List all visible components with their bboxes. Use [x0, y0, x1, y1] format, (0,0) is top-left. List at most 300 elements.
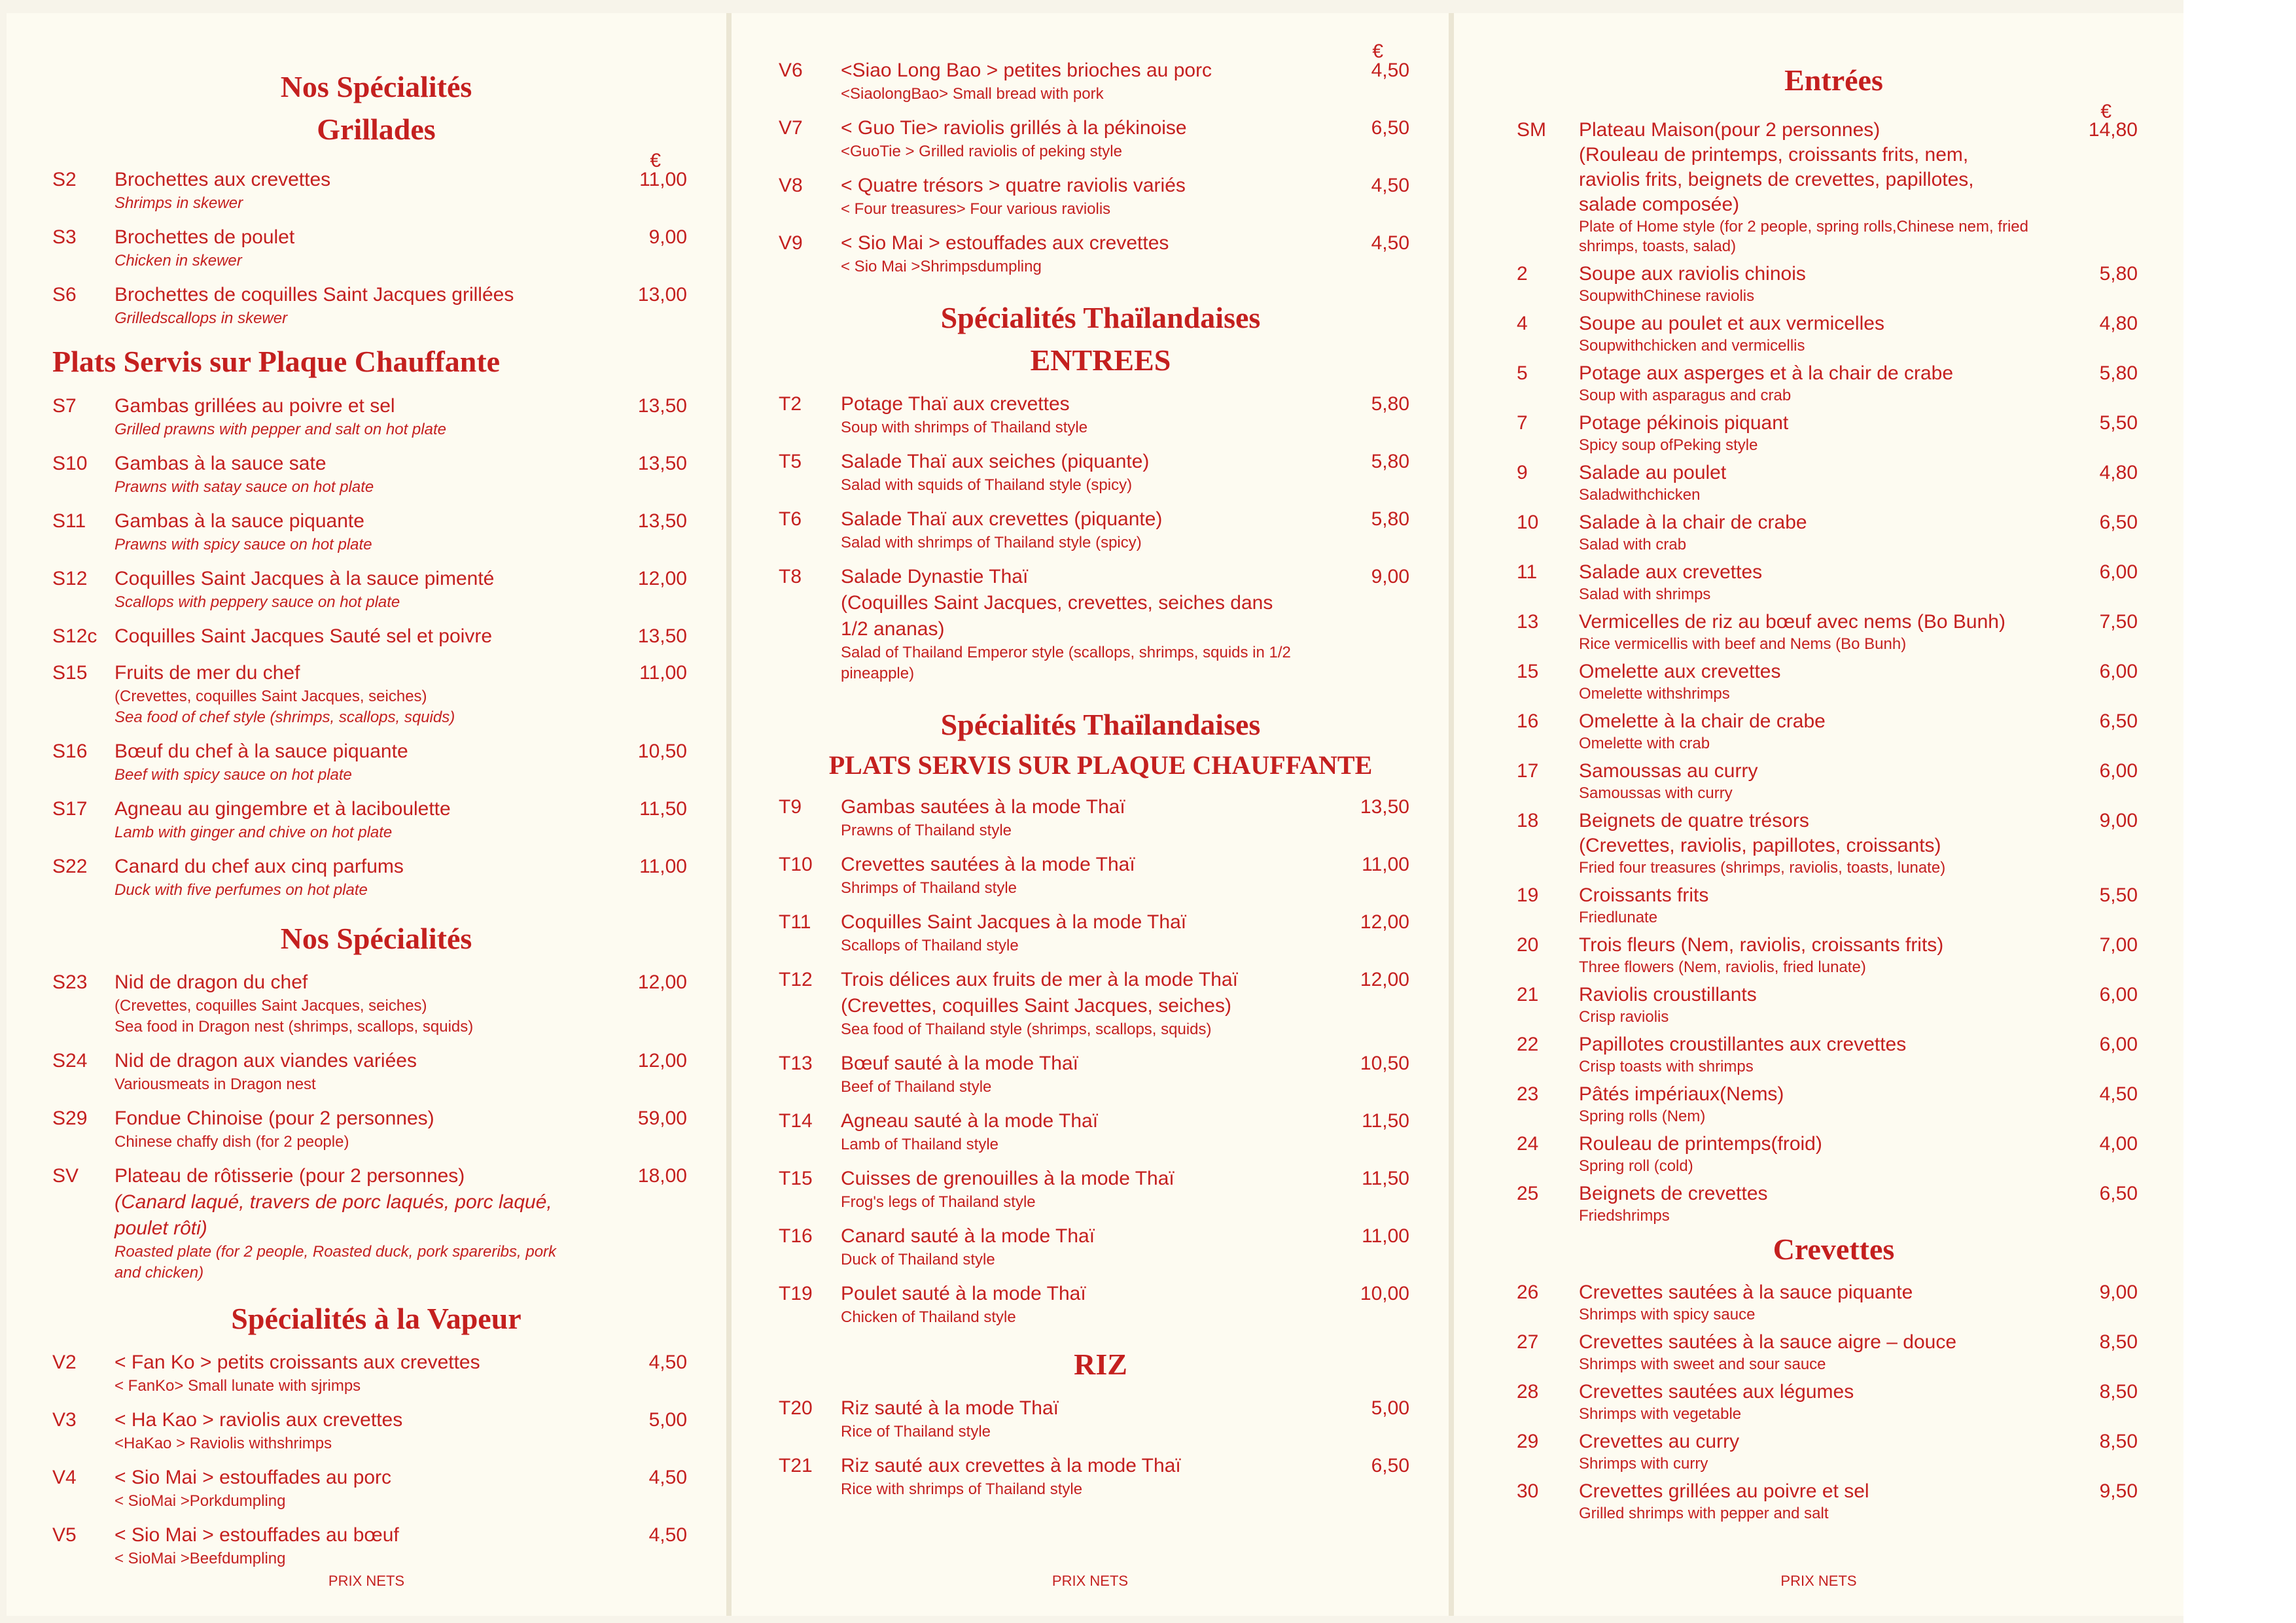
- prix-nets-footer: PRIX NETS: [1780, 1573, 1857, 1589]
- item-code: S15: [52, 661, 88, 684]
- item-translation: Salad with squids of Thailand style (spicy): [841, 476, 1133, 495]
- item-name: Beignets de quatre trésors: [1579, 810, 1809, 832]
- item-translation: Spring roll (cold): [1579, 1157, 1693, 1176]
- item-body: [841, 173, 1305, 220]
- item-code: T8: [779, 566, 802, 588]
- item-body: [1579, 809, 2033, 878]
- item-translation: Rice vermicellis with beef and Nems (Bo Bunh): [1579, 635, 1907, 654]
- item-body: [115, 739, 582, 786]
- item-translation: Rice of Thailand style: [841, 1422, 991, 1440]
- item-price: 5,80: [2099, 362, 2138, 385]
- item-name: Nid de dragon aux viandes variées: [115, 1049, 417, 1072]
- item-name: Salade aux crevettes: [1579, 561, 1763, 584]
- menu-item: [52, 1048, 700, 1095]
- item-name: Rouleau de printemps(froid): [1579, 1133, 1822, 1155]
- menu-item: [52, 393, 700, 440]
- menu-item: [779, 564, 1422, 684]
- item-name: Canard sauté à la mode Thaï: [841, 1225, 1095, 1247]
- item-code: 5: [1517, 362, 1528, 385]
- item-code: V6: [779, 60, 803, 81]
- item-price: 5,80: [1371, 508, 1409, 531]
- menu-item: [1517, 118, 2151, 256]
- item-name: < Sio Mai > estouffades au porc: [115, 1466, 392, 1488]
- menu-section: [52, 1300, 700, 1569]
- menu-item: [1517, 361, 2151, 406]
- item-name: Gambas à la sauce sate: [115, 452, 327, 474]
- item-translation: <HaKao > Raviolis withshrimps: [115, 1434, 332, 1452]
- item-translation: Salad with crab: [1579, 536, 1687, 554]
- item-translation: Duck with five perfumes on hot plate: [115, 881, 368, 899]
- item-translation: Grilledscallops in skewer: [115, 309, 288, 328]
- item-body: [115, 224, 582, 271]
- item-price: 5,80: [1371, 393, 1409, 415]
- item-code: T13: [779, 1052, 813, 1074]
- item-translation: < Four treasures> Four various raviolis: [841, 200, 1111, 218]
- menu-item: [1517, 1082, 2151, 1126]
- item-price: 5,80: [1371, 451, 1409, 473]
- menu-item: [52, 508, 700, 555]
- item-code: 24: [1517, 1133, 1539, 1155]
- item-code: 28: [1517, 1381, 1539, 1403]
- item-price: 13,50: [637, 452, 687, 474]
- item-price: 5,80: [2099, 263, 2138, 285]
- item-body: [841, 909, 1305, 956]
- item-translation: Chinese chaffy dish (for 2 people): [115, 1132, 349, 1151]
- menu-item: [1517, 262, 2151, 306]
- item-code: 30: [1517, 1480, 1539, 1503]
- item-name: Bœuf du chef à la sauce piquante: [115, 740, 408, 762]
- item-code: S12: [52, 567, 88, 589]
- menu-item: [1517, 933, 2151, 977]
- item-translation: Soup with asparagus and crab: [1579, 387, 1792, 405]
- menu-section: [779, 1346, 1422, 1500]
- menu-item: [1517, 311, 2151, 356]
- item-body: [841, 564, 1305, 684]
- item-body: [1579, 118, 2033, 256]
- item-code: S29: [52, 1107, 88, 1129]
- item-code: T2: [779, 393, 802, 415]
- item-body: [1579, 709, 2033, 754]
- item-body: [115, 1163, 582, 1283]
- item-translation: < SioMai >Beefdumpling: [115, 1549, 286, 1567]
- item-price: 6,00: [2099, 1034, 2138, 1056]
- menu-section: [52, 920, 700, 1283]
- item-price: 12,00: [637, 1049, 687, 1072]
- item-body: [841, 1108, 1305, 1155]
- item-code: 2: [1517, 263, 1528, 285]
- item-translation: Saladwithchicken: [1579, 486, 1701, 504]
- item-name: Crevettes sautées à la sauce aigre – douce: [1579, 1331, 1957, 1353]
- item-price: 13,50: [1360, 795, 1409, 818]
- item-ingredients: (Crevettes, coquilles Saint Jacques, seiches): [115, 996, 427, 1015]
- item-code: S7: [52, 394, 77, 417]
- menu-item: [779, 1453, 1422, 1500]
- item-body: [841, 1051, 1305, 1098]
- menu-item: [52, 282, 700, 329]
- menu-item: [1517, 883, 2151, 928]
- menu-item: [779, 1166, 1422, 1213]
- section-title: PLATS SERVIS SUR PLAQUE CHAUFFANTE: [828, 750, 1373, 780]
- menu-item: [779, 794, 1422, 841]
- menu-item: [779, 1051, 1422, 1098]
- item-name: Bœuf sauté à la mode Thaï: [841, 1052, 1078, 1074]
- item-translation: <SiaolongBao> Small bread with pork: [841, 85, 1104, 103]
- item-name: Gambas grillées au poivre et sel: [115, 394, 395, 417]
- item-code: 4: [1517, 313, 1528, 335]
- item-code: 25: [1517, 1183, 1539, 1205]
- menu-item: [779, 391, 1422, 438]
- menu-item: [52, 969, 700, 1038]
- menu-item: [1517, 709, 2151, 754]
- item-translation: Prawns with satay sauce on hot plate: [115, 478, 374, 496]
- item-price: 13,50: [637, 625, 687, 647]
- item-translation: Shrimps of Thailand style: [841, 879, 1017, 897]
- item-body: [1579, 983, 2033, 1027]
- section-title: Spécialités Thaïlandaises: [940, 301, 1261, 334]
- item-name: Agneau au gingembre et à laciboulette: [115, 797, 451, 820]
- item-price: 4,50: [1371, 232, 1409, 254]
- item-name: Samoussas au curry: [1579, 760, 1758, 782]
- item-code: 16: [1517, 710, 1539, 733]
- item-code: T6: [779, 508, 802, 531]
- item-translation: Lamb of Thailand style: [841, 1135, 999, 1153]
- item-name: Vermicelles de riz au bœuf avec nems (Bo Bunh): [1579, 611, 2005, 633]
- item-price: 4,80: [2099, 462, 2138, 484]
- item-translation: Shrimps with spicy sauce: [1579, 1306, 1756, 1324]
- item-body: [1579, 659, 2033, 704]
- item-body: [1579, 361, 2033, 406]
- item-code: T10: [779, 853, 813, 875]
- left-menu-panel: [7, 13, 726, 1616]
- item-translation: < Sio Mai >Shrimpsdumpling: [841, 258, 1042, 275]
- item-translation: Rice with shrimps of Thailand style: [841, 1480, 1083, 1498]
- item-body: [841, 1281, 1305, 1328]
- item-code: S22: [52, 855, 88, 877]
- item-code: T12: [779, 968, 813, 990]
- item-code: 29: [1517, 1431, 1539, 1453]
- item-ingredients: (Crevettes, coquilles Saint Jacques, seiches): [115, 687, 427, 705]
- item-price: 11,00: [639, 661, 687, 684]
- item-translation: Shrimps with sweet and sour sauce: [1579, 1355, 1826, 1374]
- item-translation: Crisp raviolis: [1579, 1008, 1669, 1026]
- item-body: [1579, 1132, 2033, 1176]
- item-translation: Shrimps in skewer: [115, 194, 243, 213]
- item-translation: Sea food of Thailand style (shrimps, scallops, squids): [841, 1020, 1212, 1038]
- item-price: 4,00: [2099, 1133, 2138, 1155]
- section-title: Nos Spécialités: [280, 70, 472, 103]
- menu-item: [779, 967, 1422, 1040]
- menu-item: [1517, 1429, 2151, 1474]
- item-code: 26: [1517, 1282, 1539, 1304]
- item-price: 10,00: [1360, 1282, 1409, 1304]
- menu-item: [52, 854, 700, 901]
- section-title: Spécialités Thaïlandaises: [940, 708, 1261, 742]
- item-ingredients: (Rouleau de printemps, croissants frits, nem, raviolis frits, beignets de crevettes, papillotes, salade composée): [1579, 144, 1974, 216]
- item-translation: Lamb with ginger and chive on hot plate: [115, 823, 393, 841]
- menu-item: [52, 566, 700, 613]
- prix-nets-footer: PRIX NETS: [328, 1573, 405, 1589]
- item-price: 13,00: [637, 284, 687, 306]
- item-ingredients: (Coquilles Saint Jacques, crevettes, seiches dans 1/2 ananas): [841, 592, 1273, 640]
- item-code: 17: [1517, 760, 1539, 782]
- menu-column: [779, 13, 1422, 1500]
- section-title: Crevettes: [1773, 1232, 1895, 1266]
- menu-item: [52, 1106, 700, 1153]
- item-code: 7: [1517, 412, 1528, 434]
- item-ingredients: (Crevettes, coquilles Saint Jacques, seiches): [841, 994, 1231, 1017]
- item-name: Crevettes sautées à la sauce piquante: [1579, 1282, 1913, 1304]
- item-translation: Shrimps with curry: [1579, 1455, 1708, 1473]
- item-name: Cuisses de grenouilles à la mode Thaï: [841, 1167, 1174, 1189]
- item-body: [1579, 883, 2033, 928]
- menu-section: [779, 300, 1422, 684]
- menu-item: [52, 451, 700, 498]
- item-code: 23: [1517, 1083, 1539, 1106]
- item-body: [841, 794, 1305, 841]
- item-price: 4,50: [648, 1351, 687, 1373]
- item-name: Poulet sauté à la mode Thaï: [841, 1282, 1086, 1304]
- item-body: [841, 449, 1305, 496]
- item-translation: Beef with spicy sauce on hot plate: [115, 765, 352, 784]
- item-code: V3: [52, 1408, 77, 1431]
- item-name: Brochettes de poulet: [115, 226, 295, 249]
- item-price: 5,00: [1371, 1397, 1409, 1419]
- item-translation: Sea food of chef style (shrimps, scallops, squids): [115, 708, 455, 726]
- item-name: Gambas à la sauce piquante: [115, 510, 364, 532]
- item-body: [1579, 560, 2033, 604]
- item-body: [115, 1522, 582, 1569]
- item-price: 9,00: [2099, 1282, 2138, 1304]
- euro-symbol: €: [1372, 41, 1383, 62]
- item-price: 6,00: [2099, 661, 2138, 683]
- item-price: 12,00: [1360, 911, 1409, 933]
- item-name: Salade Thaï aux crevettes (piquante): [841, 508, 1163, 531]
- item-price: 8,50: [2099, 1381, 2138, 1403]
- item-code: T20: [779, 1397, 813, 1419]
- menu-item: [779, 1223, 1422, 1270]
- item-name: < Guo Tie> raviolis grillés à la pékinoise: [841, 117, 1187, 139]
- item-name: Riz sauté aux crevettes à la mode Thaï: [841, 1454, 1181, 1476]
- item-price: 9,00: [2099, 810, 2138, 832]
- item-code: V5: [52, 1524, 77, 1546]
- item-body: [1579, 1082, 2033, 1126]
- item-name: Crevettes au curry: [1579, 1431, 1740, 1453]
- item-price: 4,80: [2099, 313, 2138, 335]
- item-code: V7: [779, 117, 803, 139]
- item-name: Coquilles Saint Jacques Sauté sel et poivre: [115, 625, 493, 647]
- item-code: 18: [1517, 810, 1539, 832]
- item-price: 8,50: [2099, 1331, 2138, 1353]
- menu-item: [1517, 461, 2151, 505]
- menu-item: [1517, 1280, 2151, 1325]
- item-body: [115, 969, 582, 1038]
- menu-item: [779, 173, 1422, 220]
- item-translation: Beef of Thailand style: [841, 1077, 992, 1096]
- item-name: <Siao Long Bao > petites brioches au porc: [841, 60, 1212, 81]
- item-code: 15: [1517, 661, 1539, 683]
- menu-item: [779, 852, 1422, 899]
- item-body: [841, 1395, 1305, 1442]
- menu-item: [52, 623, 700, 650]
- item-translation: Crisp toasts with shrimps: [1579, 1058, 1754, 1076]
- item-translation: Frog's legs of Thailand style: [841, 1193, 1036, 1211]
- item-body: [115, 508, 582, 555]
- item-translation: SoupwithChinese raviolis: [1579, 287, 1755, 305]
- euro-symbol: €: [2100, 101, 2111, 123]
- item-translation: Chicken in skewer: [115, 252, 242, 270]
- menu-item: [1517, 1380, 2151, 1424]
- item-price: 9,00: [1371, 566, 1409, 588]
- item-name: Coquilles Saint Jacques à la mode Thaï: [841, 911, 1187, 933]
- item-body: [1579, 461, 2033, 505]
- euro-symbol: €: [650, 150, 661, 172]
- item-translation: Soup with shrimps of Thailand style: [841, 419, 1088, 437]
- menu-section: [779, 707, 1422, 1327]
- item-price: 9,00: [648, 226, 687, 249]
- menu-item: [1517, 983, 2151, 1027]
- item-price: 6,00: [2099, 984, 2138, 1006]
- item-translation: Salad of Thailand Emperor style (scallops, shrimps, squids in 1/2 pineapple): [841, 644, 1291, 683]
- menu-item: [52, 224, 700, 271]
- item-body: [841, 1166, 1305, 1213]
- item-code: 22: [1517, 1034, 1539, 1056]
- item-price: 6,00: [2099, 760, 2138, 782]
- item-body: [115, 282, 582, 329]
- item-body: [1579, 1429, 2033, 1474]
- menu-section: [52, 343, 700, 900]
- item-name: Crevettes grillées au poivre et sel: [1579, 1480, 1869, 1503]
- item-price: 11,00: [1362, 853, 1409, 875]
- item-body: [115, 1048, 582, 1095]
- item-body: [1579, 1479, 2033, 1524]
- menu-item: [1517, 1181, 2151, 1226]
- item-price: 8,50: [2099, 1431, 2138, 1453]
- menu-section: [1517, 62, 2151, 1226]
- item-name: Fruits de mer du chef: [115, 661, 300, 684]
- item-body: [1579, 311, 2033, 356]
- item-price: 5,50: [2099, 412, 2138, 434]
- item-translation: Soupwithchicken and vermicellis: [1579, 337, 1805, 355]
- item-name: Brochettes aux crevettes: [115, 169, 331, 191]
- item-translation: Three flowers (Nem, raviolis, fried lunate): [1579, 958, 1866, 977]
- item-body: [1579, 933, 2033, 977]
- item-price: 4,50: [1371, 60, 1409, 81]
- item-name: Trois fleurs (Nem, raviolis, croissants frits): [1579, 934, 1944, 956]
- item-price: 5,50: [2099, 884, 2138, 907]
- menu-item: [1517, 1330, 2151, 1374]
- item-price: 11,50: [1362, 1109, 1409, 1132]
- section-title: Entrées: [1784, 63, 1883, 97]
- item-body: [841, 1453, 1305, 1500]
- item-price: 4,50: [2099, 1083, 2138, 1106]
- item-code: S6: [52, 284, 77, 306]
- item-translation: Prawns of Thailand style: [841, 821, 1012, 839]
- middle-menu-panel: [732, 13, 1449, 1616]
- item-body: [115, 796, 582, 843]
- item-code: T16: [779, 1225, 813, 1247]
- item-name: Salade Thaï aux seiches (piquante): [841, 451, 1150, 473]
- section-title: Grillades: [317, 113, 436, 147]
- item-translation: Sea food in Dragon nest (shrimps, scallops, squids): [115, 1017, 474, 1036]
- menu-item: [779, 1281, 1422, 1328]
- item-translation: Scallops with peppery sauce on hot plate: [115, 593, 400, 611]
- item-translation: Salad with shrimps of Thailand style (spicy): [841, 534, 1142, 552]
- menu-item: [1517, 510, 2151, 555]
- item-price: 13,50: [637, 394, 687, 417]
- item-name: Crevettes sautées à la mode Thaï: [841, 853, 1135, 875]
- item-price: 6,50: [2099, 710, 2138, 733]
- item-translation: Fried four treasures (shrimps, raviolis, toasts, lunate): [1579, 859, 1946, 877]
- item-code: T14: [779, 1109, 813, 1132]
- item-price: 12,00: [637, 971, 687, 993]
- item-code: V8: [779, 175, 803, 196]
- item-name: Potage Thaï aux crevettes: [841, 393, 1070, 415]
- item-translation: Roasted plate (for 2 people, Roasted duck, pork spareribs, pork and chicken): [115, 1242, 557, 1282]
- item-body: [115, 854, 582, 901]
- item-translation: Grilled prawns with pepper and salt on hot plate: [115, 420, 446, 438]
- item-price: 11,00: [639, 169, 687, 191]
- item-code: 19: [1517, 884, 1539, 907]
- item-name: < Quatre trésors > quatre raviolis variés: [841, 175, 1186, 196]
- menu-item: [779, 115, 1422, 162]
- item-price: 6,50: [1371, 117, 1409, 139]
- item-name: Raviolis croustillants: [1579, 984, 1757, 1006]
- item-price: 59,00: [637, 1107, 687, 1129]
- item-body: [1579, 510, 2033, 555]
- item-name: Nid de dragon du chef: [115, 971, 308, 993]
- item-name: Plateau Maison(pour 2 personnes): [1579, 119, 1881, 141]
- menu-item: [52, 1350, 700, 1397]
- item-body: [841, 967, 1305, 1040]
- item-body: [115, 451, 582, 498]
- item-code: S17: [52, 797, 88, 820]
- item-ingredients: (Canard laqué, travers de porc laqués, porc laqué, poulet rôti): [115, 1191, 552, 1239]
- item-price: 10,50: [1360, 1052, 1409, 1074]
- item-body: [115, 393, 582, 440]
- item-name: Salade à la chair de crabe: [1579, 512, 1807, 534]
- menu-item: [1517, 1132, 2151, 1176]
- item-code: S11: [52, 510, 86, 532]
- item-ingredients: (Crevettes, raviolis, papillotes, croissants): [1579, 835, 1941, 857]
- item-name: Soupe aux raviolis chinois: [1579, 263, 1806, 285]
- item-body: [115, 1465, 582, 1512]
- item-code: S23: [52, 971, 88, 993]
- item-price: 4,50: [648, 1466, 687, 1488]
- item-code: V2: [52, 1351, 77, 1373]
- item-name: Croissants frits: [1579, 884, 1709, 907]
- item-translation: Omelette with crab: [1579, 735, 1710, 753]
- item-body: [1579, 262, 2033, 306]
- item-name: < Ha Kao > raviolis aux crevettes: [115, 1408, 403, 1431]
- menu-item: [52, 796, 700, 843]
- item-code: 13: [1517, 611, 1539, 633]
- item-price: 9,50: [2099, 1480, 2138, 1503]
- item-body: [1579, 759, 2033, 803]
- menu-section: [779, 42, 1422, 277]
- menu-item: [1517, 411, 2151, 455]
- menu-item: [779, 1108, 1422, 1155]
- item-translation: Friedlunate: [1579, 909, 1658, 927]
- section-title: Nos Spécialités: [280, 921, 472, 955]
- item-name: < Sio Mai > estouffades au bœuf: [115, 1524, 399, 1546]
- prix-nets-footer: PRIX NETS: [1051, 1573, 1129, 1589]
- item-translation: Spring rolls (Nem): [1579, 1108, 1706, 1126]
- item-code: T21: [779, 1454, 813, 1476]
- item-code: S2: [52, 169, 77, 191]
- item-code: T15: [779, 1167, 813, 1189]
- scan-edge: [2183, 0, 2296, 1623]
- menu-item: [1517, 1479, 2151, 1524]
